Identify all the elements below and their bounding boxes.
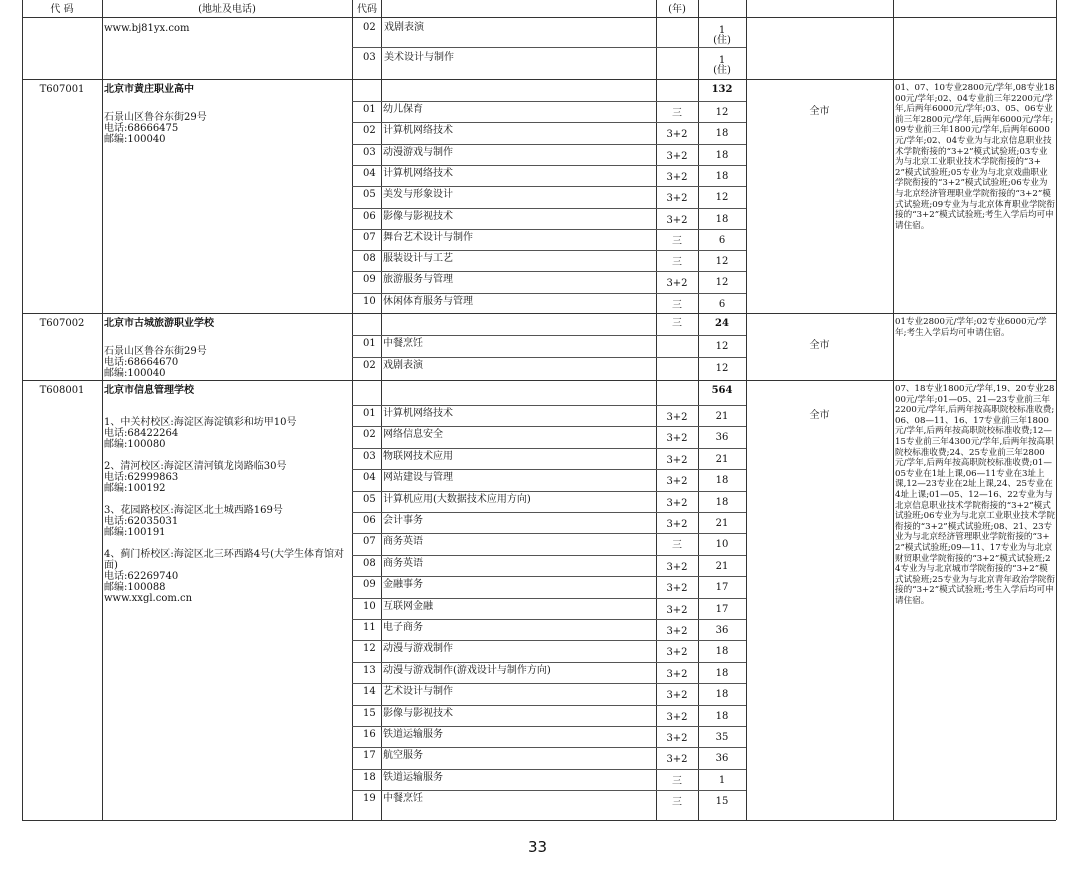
grid-vline: [1056, 0, 1057, 820]
plan-count: 6: [718, 234, 726, 246]
major-code: 05: [363, 493, 376, 505]
campus-phone: 电话:62269740: [104, 571, 179, 582]
campus-post: 邮编:100080: [104, 439, 166, 450]
plan-count: 36: [715, 753, 729, 765]
grid-hline: [352, 533, 746, 534]
study-years: 3+2: [666, 454, 688, 466]
study-years: 3+2: [666, 647, 688, 659]
major-code: 02: [363, 125, 376, 137]
plan-count: 18: [715, 496, 729, 508]
school-address: [104, 112, 354, 145]
plan-count: 21: [715, 560, 729, 572]
grid-hline: [352, 555, 746, 556]
school-name: 北京市信息管理学校: [104, 385, 194, 396]
major-code: 09: [363, 579, 376, 591]
total-years: 三: [672, 318, 682, 329]
major-name: 铁道运输服务: [383, 771, 443, 783]
major-name: 铁道运输服务: [383, 729, 443, 740]
major-code: 10: [363, 600, 376, 612]
campus-line: 2、清河校区:海淀区清河镇龙岗路临30号: [104, 461, 287, 472]
grid-hline: [352, 357, 746, 358]
major-name: 休闲体育服务与管理: [383, 295, 473, 307]
grid-hline: [22, 17, 1056, 18]
plan-count: 10: [715, 539, 729, 551]
study-years: 三: [672, 775, 682, 787]
plan-count: 1: [718, 25, 726, 36]
total-plan: 24: [715, 318, 729, 329]
study-years: 3+2: [666, 171, 688, 183]
plan-count: 12: [715, 341, 729, 352]
study-years: 3+2: [666, 214, 688, 226]
plan-count: 18: [715, 710, 729, 722]
study-years: 3+2: [666, 604, 688, 616]
school-address: [104, 346, 354, 379]
grid-hline: [352, 271, 746, 272]
major-name: 商务英语: [383, 536, 423, 548]
plan-count: 36: [715, 625, 729, 636]
school-name: 北京市黄庄职业高中: [104, 84, 194, 95]
campus-post: 邮编:100192: [104, 483, 166, 494]
header-address: (地址及电话): [198, 4, 256, 15]
grid-hline: [352, 491, 746, 492]
major-name: 服装设计与工艺: [383, 253, 453, 265]
grid-hline: [352, 186, 746, 187]
study-years: 三: [672, 797, 682, 809]
study-years: 3+2: [666, 626, 688, 637]
campus-post: 邮编:100088: [104, 582, 166, 593]
plan-count: 18: [715, 213, 729, 225]
grid-hline: [22, 380, 1056, 381]
study-years: 3+2: [666, 561, 688, 573]
tuition-notes: 01、07、10专业2800元/学年,08专业1800元/学年;02、04专业前三年2200元/学年,后两年6000元/学年;03、05、06专业前三年2800元/学年,后两年6000元/学年;09专业前三年1800元/学年,后两年6000元/学年;02、04专业为与北京信息职业技术学院衔接的“3+2”模式试验班;03专业为与北京工业职业技术学院衔接的“3+2”模式试验班;05专业为与北京戏曲职业学院衔接的“3+2”模式试验班;06专业为与北京经济管理职业学院衔接的“3+2”模式试验班;09专业为与北京体育职业学院衔接的“3+2”模式试验班;考生入学后均可申请住宿。: [895, 83, 1055, 231]
grid-hline: [352, 426, 746, 427]
grid-hline: [352, 726, 746, 727]
plan-count: 17: [715, 603, 729, 615]
study-years: 3+2: [666, 129, 688, 141]
plan-note: (住): [713, 35, 731, 46]
major-code: 17: [363, 750, 376, 762]
major-code: 11: [363, 622, 376, 633]
address-line: 邮编:100040: [104, 368, 166, 379]
major-code: 02: [363, 360, 376, 371]
major-name: 会计事务: [383, 515, 423, 526]
tuition-notes: 07、18专业1800元/学年,19、20专业2800元/学年;01—05、21—23专业前三年2200元/学年,后两年按高职院校标准收费;06、08—11、16、17专业前三年1800元/学年,后两年按高职院校标准收费;12—15专业前三年4300元/学年,后两年按高职院校标准收费;24、25专业前三年2800元/学年,后两年按高职院校标准收费;01—05专业在1址上课,06—11专业在3址上课,12—23专业在2址上课,24、25专业在4址上课;01—05、12—16、22专业为与北京信息职业技术学院衔接的“3+2”模式试验班;06专业为与北京工业职业技术学院衔接的“3+2”模式试验班;08、21、23专业为与北京经济管理职业学院衔接的“3+2”模式试验班;09—11、17专业为与北京财贸职业学院衔接的“3+2”模式试验班;24专业为与北京城市学院衔接的“3+2”模式试验班;25专业为与北京青年政治学院衔接的“3+2”模式试验班;考生入学后均可申请住宿。: [895, 384, 1055, 606]
campus-post: 邮编:100191: [104, 527, 166, 538]
total-plan: 564: [711, 385, 733, 396]
grid-hline: [352, 598, 746, 599]
grid-hline: [352, 47, 746, 48]
grid-hline: [352, 293, 746, 294]
major-code: 04: [363, 167, 376, 179]
major-code: 07: [363, 231, 376, 243]
grid-hline: [352, 640, 746, 641]
grid-hline: [352, 576, 746, 577]
major-name: 物联网技术应用: [383, 450, 453, 462]
enroll-area: 全市: [809, 106, 830, 117]
major-code: 18: [363, 771, 376, 783]
spacer: [104, 538, 354, 549]
grid-hline: [352, 335, 746, 336]
grid-hline: [22, 79, 1056, 80]
major-code: 02: [363, 429, 376, 441]
plan-count: 36: [715, 432, 729, 444]
major-name: 动漫与游戏制作(游戏设计与制作方向): [383, 664, 551, 676]
enroll-area: 全市: [809, 410, 830, 421]
major-code: 19: [363, 793, 376, 805]
major-name: 互联网金融: [383, 600, 433, 612]
major-name: 幼儿保育: [383, 104, 423, 115]
major-code: 14: [363, 686, 376, 698]
study-years: 3+2: [666, 193, 688, 205]
grid-hline: [352, 448, 746, 449]
major-code: 04: [363, 472, 376, 484]
plan-count: 15: [715, 796, 729, 808]
major-code: 05: [363, 189, 376, 201]
major-code: 03: [363, 52, 376, 63]
tuition-notes: 01专业2800元/学年;02专业6000元/学年;考生入学后均可申请住宿。: [895, 317, 1047, 338]
major-name: 电子商务: [383, 622, 423, 633]
plan-count: 12: [715, 363, 729, 374]
major-name: 网站建设与管理: [383, 472, 453, 484]
grid-hline: [352, 101, 746, 102]
grid-hline: [22, 313, 1056, 314]
major-name: 中餐烹饪: [383, 338, 423, 349]
major-code: 08: [363, 557, 376, 569]
major-name: 美术设计与制作: [384, 52, 454, 63]
school-address: [104, 417, 354, 604]
grid-hline: [352, 619, 746, 620]
major-name: 中餐烹饪: [383, 793, 423, 805]
grid-vline: [893, 0, 894, 820]
plan-count: 18: [715, 149, 729, 161]
study-years: 3+2: [666, 519, 688, 530]
study-years: 3+2: [666, 433, 688, 445]
plan-count: 12: [715, 107, 729, 118]
plan-count: 6: [718, 298, 726, 310]
plan-count: 18: [715, 667, 729, 679]
grid-vline: [102, 0, 103, 820]
plan-count: 17: [715, 582, 729, 594]
major-code: 07: [363, 536, 376, 548]
study-years: 3+2: [666, 278, 688, 290]
major-code: 09: [363, 274, 376, 286]
study-years: 三: [672, 299, 682, 311]
study-years: 3+2: [666, 412, 688, 423]
study-years: 三: [672, 540, 682, 552]
major-name: 戏剧表演: [383, 360, 423, 371]
grid-hline: [352, 229, 746, 230]
campus-phone: 电话:62035031: [104, 516, 179, 527]
grid-hline: [352, 250, 746, 251]
major-code: 01: [363, 104, 376, 115]
address-line: 电话:68666475: [104, 123, 179, 134]
major-name: 商务英语: [383, 557, 423, 569]
address-line: 电话:68664670: [104, 357, 179, 368]
total-plan: 132: [711, 84, 733, 95]
study-years: 3+2: [666, 583, 688, 595]
major-name: 舞台艺术设计与制作: [383, 231, 473, 243]
grid-hline: [352, 790, 746, 791]
major-code: 12: [363, 643, 376, 655]
school-name: 北京市古城旅游职业学校: [104, 318, 214, 329]
major-name: 计算机网络技术: [383, 408, 453, 419]
plan-note: (住): [713, 65, 731, 76]
school-code: T607002: [39, 318, 85, 329]
header-major-code: 代码: [357, 4, 377, 15]
study-years: 三: [672, 257, 682, 269]
plan-count: 18: [715, 170, 729, 182]
study-years: 3+2: [666, 150, 688, 162]
major-code: 01: [363, 338, 376, 349]
major-code: 13: [363, 664, 376, 676]
grid-hline: [352, 769, 746, 770]
major-code: 01: [363, 408, 376, 419]
plan-count: 1: [718, 55, 726, 66]
grid-hline: [352, 662, 746, 663]
campus-line: 1、中关村校区:海淀区海淀镇彩和坊甲10号: [104, 417, 297, 428]
campus-line: 3、花园路校区:海淀区北土城西路169号: [104, 505, 283, 516]
address-line: 石景山区鲁谷东街29号: [104, 112, 207, 123]
plan-count: 18: [715, 475, 729, 487]
plan-count: 21: [715, 453, 729, 465]
plan-count: 21: [715, 518, 729, 529]
plan-count: 12: [715, 192, 729, 204]
grid-hline: [352, 512, 746, 513]
spacer: [104, 450, 354, 461]
address-line: 邮编:100040: [104, 134, 166, 145]
study-years: 3+2: [666, 476, 688, 488]
major-name: 计算机应用(大数据技术应用方向): [383, 493, 531, 505]
header-years: (年): [668, 4, 686, 15]
major-name: 影像与影视技术: [383, 210, 453, 222]
enroll-area: 全市: [809, 340, 830, 351]
spacer: [104, 494, 354, 505]
major-name: 旅游服务与管理: [383, 274, 453, 286]
study-years: 3+2: [666, 497, 688, 509]
major-name: 艺术设计与制作: [383, 686, 453, 698]
major-name: 网络信息安全: [383, 429, 443, 441]
address-line: 石景山区鲁谷东街29号: [104, 346, 207, 357]
grid-hline: [352, 747, 746, 748]
grid-hline: [352, 469, 746, 470]
grid-hline: [352, 208, 746, 209]
major-name: 美发与形象设计: [383, 189, 453, 201]
major-name: 戏剧表演: [384, 22, 424, 33]
school-code: T608001: [39, 385, 85, 396]
grid-hline: [352, 705, 746, 706]
plan-count: 18: [715, 128, 729, 140]
major-name: 影像与影视技术: [383, 707, 453, 719]
major-name: 动漫游戏与制作: [383, 146, 453, 158]
study-years: 三: [672, 235, 682, 247]
plan-count: 12: [715, 277, 729, 289]
study-years: 3+2: [666, 668, 688, 680]
major-name: 动漫与游戏制作: [383, 643, 453, 655]
grid-hline: [352, 144, 746, 145]
major-code: 03: [363, 450, 376, 462]
campus-phone: 电话:68422264: [104, 428, 179, 439]
page-number: 33: [527, 838, 548, 856]
website: www.bj81yx.com: [104, 23, 190, 34]
major-code: 08: [363, 253, 376, 265]
plan-count: 21: [715, 411, 729, 422]
major-name: 航空服务: [383, 750, 423, 762]
website: www.xxgl.com.cn: [104, 593, 193, 604]
plan-count: 18: [715, 646, 729, 658]
major-code: 15: [363, 707, 376, 719]
major-code: 03: [363, 146, 376, 158]
grid-hline: [352, 683, 746, 684]
campus-line: 4、蓟门桥校区:海淀区北三环西路4号(大学生体育馆对面): [104, 549, 344, 571]
grid-vline: [22, 0, 23, 820]
major-name: 计算机网络技术: [383, 167, 453, 179]
major-code: 10: [363, 295, 376, 307]
header-code: 代 码: [50, 4, 74, 15]
grid-hline: [352, 165, 746, 166]
major-code: 02: [363, 22, 376, 33]
campus-phone: 电话:62999863: [104, 472, 179, 483]
plan-count: 1: [718, 774, 726, 786]
grid-hline: [22, 820, 1056, 821]
major-code: 06: [363, 210, 376, 222]
study-years: 三: [672, 108, 682, 119]
study-years: 3+2: [666, 754, 688, 766]
plan-count: 35: [715, 732, 729, 743]
major-name: 金融事务: [383, 579, 423, 591]
school-code: T607001: [39, 84, 85, 95]
plan-count: 18: [715, 689, 729, 701]
study-years: 3+2: [666, 711, 688, 723]
major-name: 计算机网络技术: [383, 125, 453, 137]
grid-hline: [352, 405, 746, 406]
major-code: 06: [363, 515, 376, 526]
plan-count: 12: [715, 256, 729, 268]
study-years: 3+2: [666, 690, 688, 702]
study-years: 3+2: [666, 733, 688, 744]
grid-hline: [352, 122, 746, 123]
major-code: 16: [363, 729, 376, 740]
